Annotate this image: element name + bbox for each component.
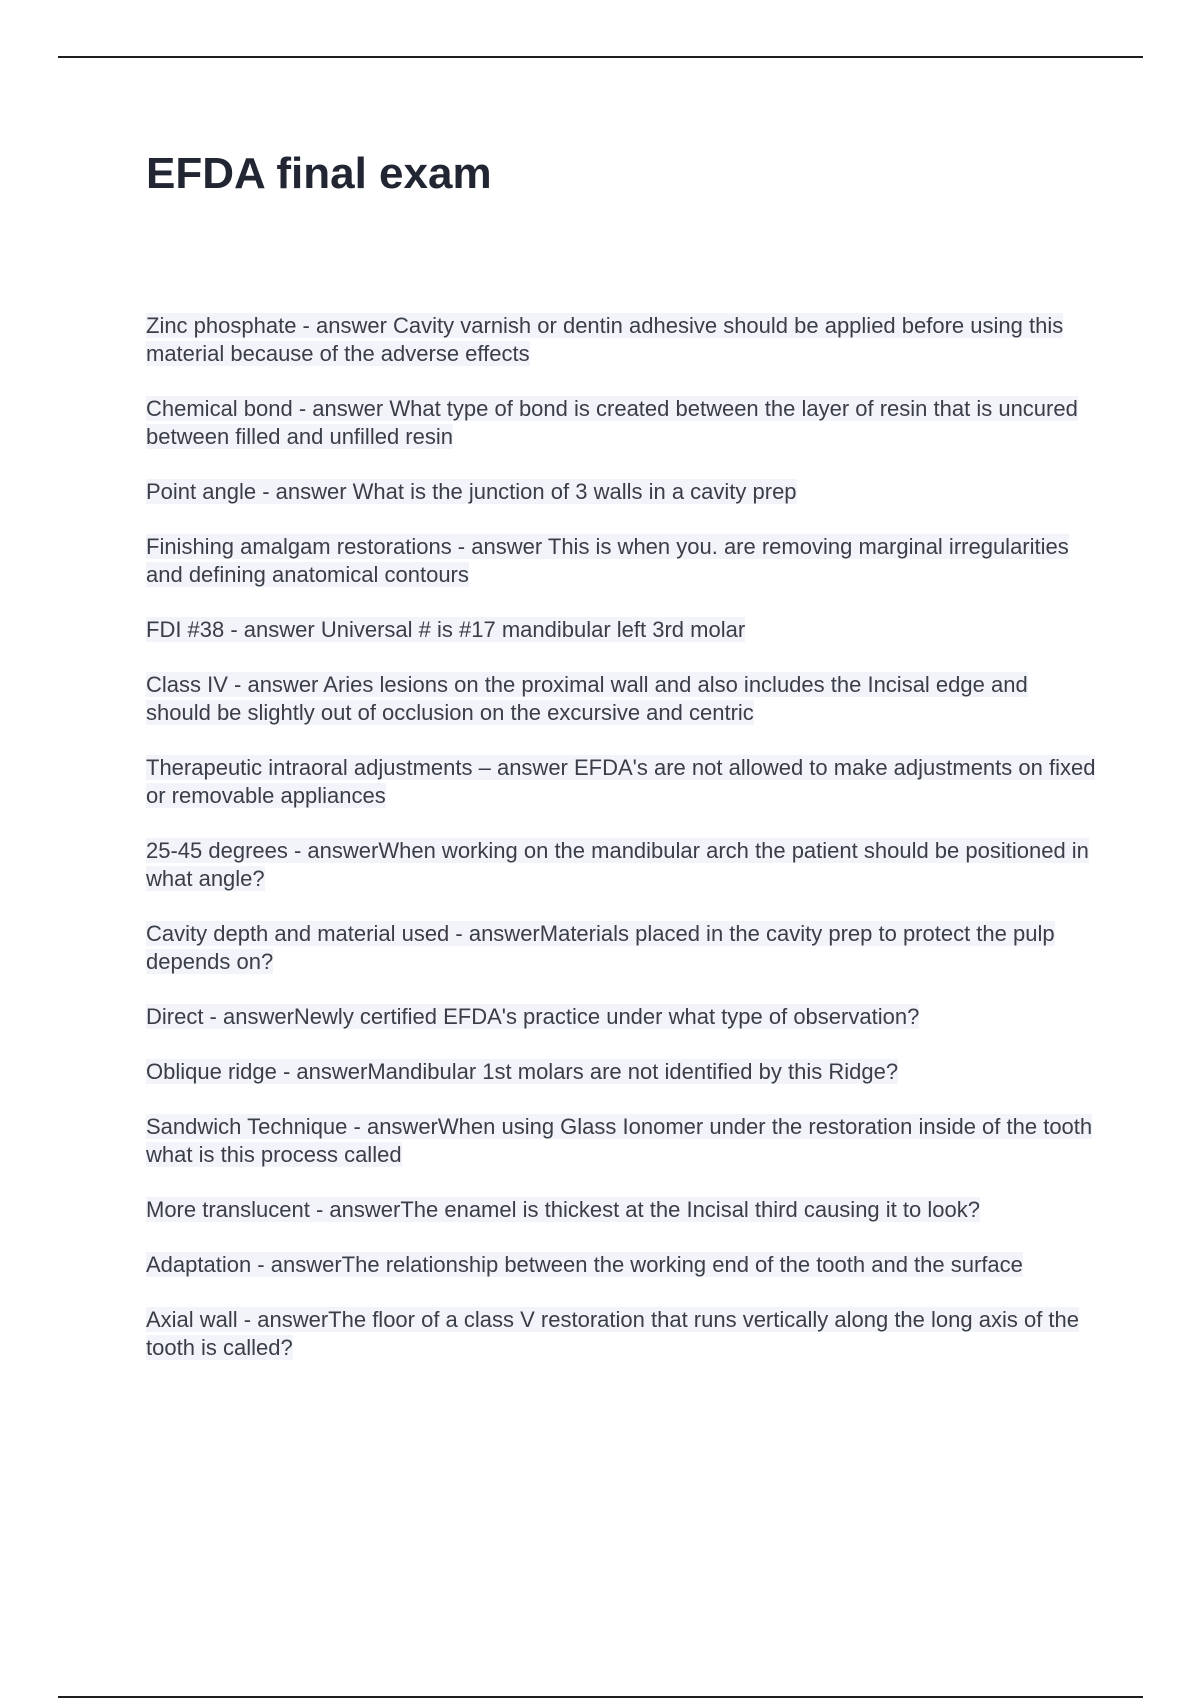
qa-item <box>146 533 1096 589</box>
qa-item-text: Chemical bond - answer What type of bond is created between the layer of resin that is uncured between filled and unfilled resin <box>146 396 1078 449</box>
qa-item-text: Direct - answerNewly certified EFDA's practice under what type of observation? <box>146 1004 920 1029</box>
qa-item <box>146 837 1096 893</box>
qa-item-text: Adaptation - answerThe relationship between the working end of the tooth and the surface <box>146 1252 1023 1277</box>
qa-item-text: Finishing amalgam restorations - answer This is when you. are removing marginal irregularities and defining anatomical contours <box>146 534 1069 587</box>
qa-item-text: Zinc phosphate - answer Cavity varnish or dentin adhesive should be applied before using this material because of the adverse effects <box>146 313 1064 366</box>
qa-item <box>146 671 1096 727</box>
qa-item <box>146 616 1096 644</box>
qa-item <box>146 1113 1096 1169</box>
qa-item-text: 25-45 degrees - answerWhen working on the mandibular arch the patient should be positioned in what angle? <box>146 838 1089 891</box>
qa-item-text: FDI #38 - answer Universal # is #17 mandibular left 3rd molar <box>146 617 746 642</box>
qa-item <box>146 920 1096 976</box>
qa-item-text: Therapeutic intraoral adjustments – answer EFDA's are not allowed to make adjustments on fixed or removable appliances <box>146 755 1096 808</box>
qa-item <box>146 1196 1096 1224</box>
qa-item <box>146 478 1096 506</box>
qa-item <box>146 1003 1096 1031</box>
qa-item-text: Point angle - answer What is the junction of 3 walls in a cavity prep <box>146 479 797 504</box>
qa-item <box>146 1058 1096 1086</box>
qa-item <box>146 1251 1096 1279</box>
qa-item-text: Sandwich Technique - answerWhen using Glass Ionomer under the restoration inside of the tooth what is this process called <box>146 1114 1093 1167</box>
qa-item <box>146 395 1096 451</box>
qa-item-text: More translucent - answerThe enamel is thickest at the Incisal third causing it to look? <box>146 1197 980 1222</box>
qa-item-text: Oblique ridge - answerMandibular 1st molars are not identified by this Ridge? <box>146 1059 899 1084</box>
qa-item-text: Cavity depth and material used - answerMaterials placed in the cavity prep to protect the pulp depends on? <box>146 921 1055 974</box>
top-rule <box>58 56 1143 58</box>
qa-item <box>146 754 1096 810</box>
qa-item-text: Axial wall - answerThe floor of a class V restoration that runs vertically along the long axis of the tooth is called? <box>146 1307 1080 1360</box>
qa-list <box>146 312 1096 1389</box>
qa-item-text: Class IV - answer Aries lesions on the proximal wall and also includes the Incisal edge and should be slightly out of occlusion on the excursive and centric <box>146 672 1028 725</box>
document-title: EFDA final exam <box>146 149 492 198</box>
qa-item <box>146 312 1096 368</box>
qa-item <box>146 1306 1096 1362</box>
bottom-rule <box>58 1696 1143 1698</box>
